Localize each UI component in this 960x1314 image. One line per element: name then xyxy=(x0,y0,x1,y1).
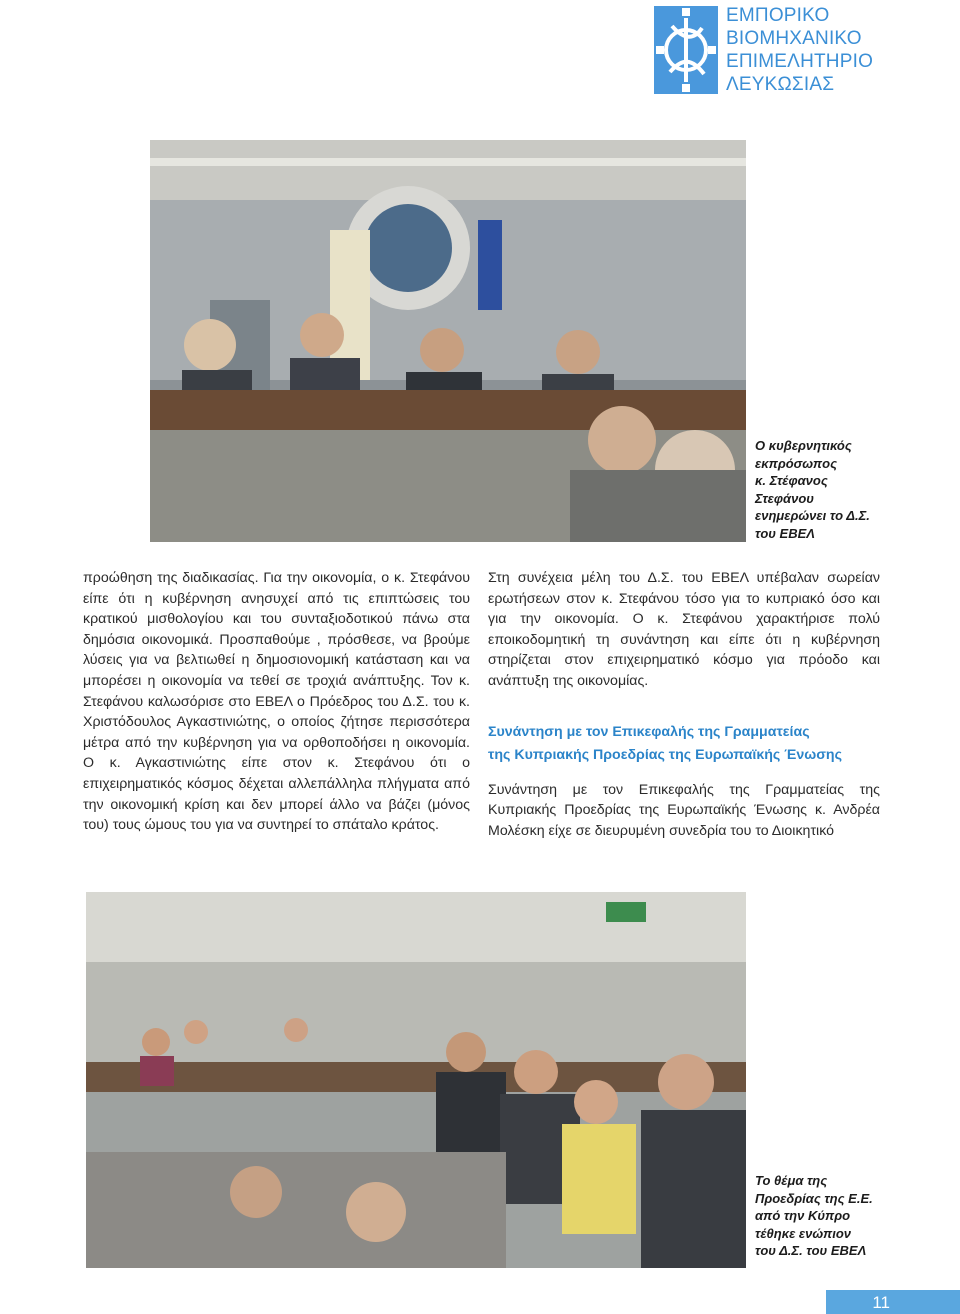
article-paragraph: Συνάντηση με τον Επικεφαλής της Γραμματείας της Κυπριακής Προεδρίας της Ευρωπαϊκής Ένωσης κ. Ανδρέα Μολέσκη είχε σε διευρυμένη συνεδρία του το Διοικητικό xyxy=(488,781,880,839)
chamber-name-line-4: ΛΕΥΚΩΣΙΑΣ xyxy=(726,74,835,95)
photo-caption-1 xyxy=(755,437,895,542)
section-heading-line-1: Συνάντηση με τον Επικεφαλής της Γραμματείας xyxy=(488,723,810,740)
article-column-right xyxy=(488,568,880,841)
meeting-photo-board xyxy=(150,140,746,542)
article-paragraph: Στη συνέχεια μέλη του Δ.Σ. του ΕΒΕΛ υπέβαλαν σωρείαν ερωτήσεων στον κ. Στεφάνου τόσο για το κυπριακό όσο και για την οικονομία. Ο κ. Στεφάνου χαρακτήρισε πολύ εποικοδομητική τη συνάντηση και είπε ότι η κυβέρνηση στηρίζεται στον επιχειρηματικό κόσμο για πρόοδο και ανάπτυξη της οικονομίας. xyxy=(488,570,880,689)
meeting-photo-icon xyxy=(86,892,746,1268)
photo-caption-2 xyxy=(755,1172,895,1260)
caption-2-line-3: από την Κύπρο xyxy=(755,1208,851,1223)
article-paragraph: προώθηση της διαδικασίας. Για την οικονομία, ο κ. Στεφάνου είπε ότι η κυβέρνηση ανησυχεί από τις επιπτώσεις του κρατικού μισθολογίου και του συνταξιοδοτικού πάνω στα δημόσια οικονομικά. Προσπαθούμε , πρόσθεσε, να βρούμε λύσεις για να βελτιωθεί η δημοσιονομική κατάσταση και να μπορέσει η οικονομία να τεθεί σε τροχιά ανάπτυξης. Τον κ. Στεφάνου καλωσόρισε στο ΕΒΕΛ ο Πρόεδρος του Δ.Σ. του κ. Χριστόδουλος Αγκαστινιώτης, ο οποίος ζήτησε περισσότερα μέτρα από την κυβέρνηση για να ορθοποδήσει η οικονομία. Ο κ. Αγκαστινιώτης είπε στον κ. Στεφάνου ότι ο επιχειρηματικός κόσμος δέχεται αλλεπάλληλα πλήγματα από την οικονομική κρίση και δεν μπορεί άλλο να βάζει (μόνος του) τους ώμους του για να συντηρεί το σπάταλο κράτος. xyxy=(83,570,470,834)
chamber-name-line-2: ΒΙΟΜΗΧΑΝΙΚΟ xyxy=(726,28,862,49)
section-heading xyxy=(488,721,880,767)
caption-1-line-2: εκπρόσωπος xyxy=(755,455,838,471)
page-number-tab xyxy=(826,1290,960,1314)
meeting-photo-presidency xyxy=(86,892,746,1268)
chamber-emblem-icon xyxy=(654,6,718,94)
chamber-name-line-1: ΕΜΠΟΡΙΚΟ xyxy=(726,5,830,26)
caption-1-line-1: Ο κυβερνητικός xyxy=(755,438,852,453)
caption-1-line-3: κ. Στέφανος xyxy=(755,473,828,488)
caption-2-line-5: του Δ.Σ. του ΕΒΕΛ xyxy=(755,1243,867,1258)
meeting-photo-icon xyxy=(150,140,746,542)
article-column-left xyxy=(83,568,470,836)
chamber-name xyxy=(726,4,956,96)
caption-1-line-5: ενημερώνει το Δ.Σ. xyxy=(755,508,870,523)
page-number: 11 xyxy=(872,1293,890,1312)
section-heading-line-2: της Κυπριακής Προεδρίας της Ευρωπαϊκής Ένωσης xyxy=(488,746,842,763)
caption-2-line-2: Προεδρίας της Ε.Ε. xyxy=(755,1190,873,1206)
caption-2-line-1: Το θέμα της xyxy=(755,1173,828,1188)
caption-1-line-4: Στεφάνου xyxy=(755,490,814,506)
caption-1-line-6: του ΕΒΕΛ xyxy=(755,525,815,541)
caption-2-line-4: τέθηκε ενώπιον xyxy=(755,1225,852,1241)
chamber-name-line-3: ΕΠΙΜΕΛΗΤΗΡΙΟ xyxy=(726,51,874,72)
